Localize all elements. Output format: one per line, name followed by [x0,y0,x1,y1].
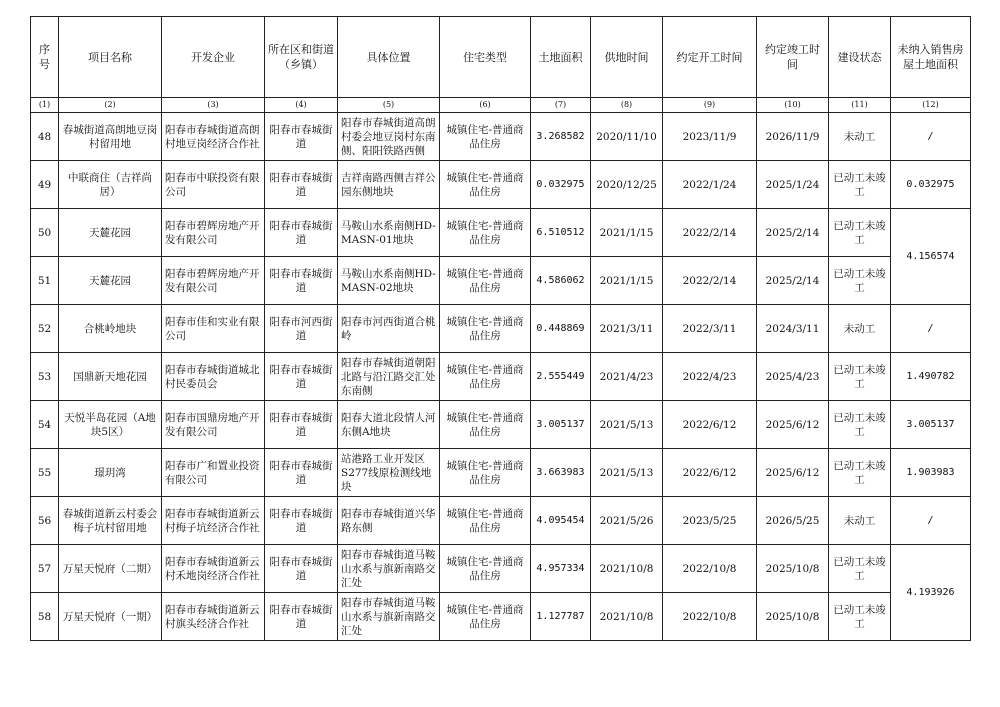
cell-supply: 2021/1/15 [591,257,663,305]
cell-name: 万星天悦府（二期） [59,545,162,593]
cell-district: 阳春市春城街道 [265,401,338,449]
cell-dev: 阳春市广和置业投资有限公司 [162,449,265,497]
cell-loc: 阳春市春城街道兴华路东侧 [338,497,440,545]
cell-dev: 阳春市碧辉房地产开发有限公司 [162,209,265,257]
cell-district: 阳春市春城街道 [265,497,338,545]
cell-type: 城镇住宅-普通商品住房 [440,353,531,401]
cell-finish: 2025/2/14 [757,209,829,257]
cell-unsold: 4.193926 [891,545,971,641]
cell-no: 51 [31,257,59,305]
column-header: 住宅类型 [440,17,531,98]
cell-status: 未动工 [829,497,891,545]
cell-district: 阳春市春城街道 [265,209,338,257]
cell-area: 4.586062 [531,257,591,305]
cell-supply: 2021/4/23 [591,353,663,401]
column-index: (9) [663,98,757,113]
cell-status: 已动工未竣工 [829,593,891,641]
cell-district: 阳春市春城街道 [265,593,338,641]
cell-district: 阳春市春城街道 [265,257,338,305]
cell-name: 春城街道新云村委会梅子坑村留用地 [59,497,162,545]
cell-finish: 2025/6/12 [757,449,829,497]
table-row [31,353,971,401]
cell-area: 4.095454 [531,497,591,545]
table-row [31,545,971,593]
column-header: 未纳入销售房屋土地面积 [891,17,971,98]
cell-district: 阳春市春城街道 [265,113,338,161]
cell-type: 城镇住宅-普通商品住房 [440,401,531,449]
cell-area: 3.268582 [531,113,591,161]
cell-status: 已动工未竣工 [829,353,891,401]
cell-type: 城镇住宅-普通商品住房 [440,161,531,209]
cell-supply: 2021/5/13 [591,449,663,497]
cell-loc: 阳春市春城街道马鞍山水系与旗新南路交汇处 [338,593,440,641]
cell-district: 阳春市春城街道 [265,161,338,209]
cell-unsold: / [891,305,971,353]
column-index: (4) [265,98,338,113]
cell-area: 0.032975 [531,161,591,209]
cell-status: 未动工 [829,305,891,353]
cell-district: 阳春市河西街道 [265,305,338,353]
cell-dev: 阳春市碧辉房地产开发有限公司 [162,257,265,305]
cell-supply: 2021/5/26 [591,497,663,545]
cell-supply: 2021/3/11 [591,305,663,353]
table-row [31,449,971,497]
cell-dev: 阳春市春城街道城北村民委员会 [162,353,265,401]
cell-dev: 阳春市春城街道新云村旗头经济合作社 [162,593,265,641]
cell-loc: 阳春市春城街道马鞍山水系与旗新南路交汇处 [338,545,440,593]
cell-area: 3.663983 [531,449,591,497]
cell-name: 天麓花园 [59,257,162,305]
column-header: 约定竣工时间 [757,17,829,98]
cell-name: 春城街道高朗地豆岗村留用地 [59,113,162,161]
cell-finish: 2025/6/12 [757,401,829,449]
table-row [31,161,971,209]
cell-name: 天麓花园 [59,209,162,257]
cell-status: 已动工未竣工 [829,449,891,497]
column-index: (11) [829,98,891,113]
cell-loc: 阳春市河西街道合桃岭 [338,305,440,353]
cell-name: 天悦半岛花园（A地块5区） [59,401,162,449]
cell-start: 2023/11/9 [663,113,757,161]
column-header: 具体位置 [338,17,440,98]
cell-type: 城镇住宅-普通商品住房 [440,305,531,353]
cell-dev: 阳春市春城街道新云村禾地岗经济合作社 [162,545,265,593]
cell-status: 未动工 [829,113,891,161]
cell-start: 2022/2/14 [663,257,757,305]
cell-start: 2022/1/24 [663,161,757,209]
column-index: (1) [31,98,59,113]
cell-district: 阳春市春城街道 [265,545,338,593]
column-index: (2) [59,98,162,113]
cell-no: 57 [31,545,59,593]
cell-loc: 吉祥南路西侧吉祥公园东侧地块 [338,161,440,209]
cell-supply: 2021/5/13 [591,401,663,449]
cell-status: 已动工未竣工 [829,209,891,257]
cell-area: 2.555449 [531,353,591,401]
cell-no: 49 [31,161,59,209]
cell-status: 已动工未竣工 [829,545,891,593]
cell-district: 阳春市春城街道 [265,449,338,497]
cell-unsold: / [891,497,971,545]
cell-loc: 阳春大道北段情人河东侧A地块 [338,401,440,449]
table-row [31,305,971,353]
table-row [31,401,971,449]
cell-finish: 2026/5/25 [757,497,829,545]
column-header: 序号 [31,17,59,98]
cell-finish: 2025/2/14 [757,257,829,305]
cell-no: 53 [31,353,59,401]
cell-finish: 2024/3/11 [757,305,829,353]
cell-start: 2022/6/12 [663,449,757,497]
cell-name: 中联商住（吉祥尚居） [59,161,162,209]
cell-area: 4.957334 [531,545,591,593]
cell-name: 璟玥湾 [59,449,162,497]
table-row [31,209,971,257]
cell-type: 城镇住宅-普通商品住房 [440,545,531,593]
cell-loc: 阳春市春城街道高朗村委会地豆岗村东南侧、阳阳铁路西侧 [338,113,440,161]
cell-name: 合桃岭地块 [59,305,162,353]
column-header: 所在区和街道（乡镇） [265,17,338,98]
cell-status: 已动工未竣工 [829,161,891,209]
cell-no: 48 [31,113,59,161]
column-header: 土地面积 [531,17,591,98]
cell-supply: 2021/1/15 [591,209,663,257]
cell-name: 国鼎新天地花园 [59,353,162,401]
table-row [31,497,971,545]
column-index: (8) [591,98,663,113]
land-supply-table [30,16,971,641]
cell-finish: 2025/10/8 [757,545,829,593]
cell-loc: 站港路工业开发区S277线原检测线地块 [338,449,440,497]
cell-district: 阳春市春城街道 [265,353,338,401]
column-header: 开发企业 [162,17,265,98]
column-header: 供地时间 [591,17,663,98]
table-row [31,257,971,305]
cell-no: 55 [31,449,59,497]
cell-finish: 2026/11/9 [757,113,829,161]
cell-start: 2022/2/14 [663,209,757,257]
cell-supply: 2020/12/25 [591,161,663,209]
column-header: 项目名称 [59,17,162,98]
cell-type: 城镇住宅-普通商品住房 [440,497,531,545]
cell-start: 2022/10/8 [663,593,757,641]
cell-unsold: 4.156574 [891,209,971,305]
cell-start: 2022/6/12 [663,401,757,449]
index-row [31,98,971,113]
cell-supply: 2021/10/8 [591,593,663,641]
cell-dev: 阳春市佳和实业有限公司 [162,305,265,353]
cell-unsold: 0.032975 [891,161,971,209]
cell-unsold: / [891,113,971,161]
cell-name: 万星天悦府（一期） [59,593,162,641]
cell-area: 3.005137 [531,401,591,449]
cell-unsold: 1.903983 [891,449,971,497]
cell-area: 6.510512 [531,209,591,257]
cell-start: 2022/10/8 [663,545,757,593]
cell-no: 56 [31,497,59,545]
cell-start: 2022/3/11 [663,305,757,353]
cell-no: 52 [31,305,59,353]
column-index: (5) [338,98,440,113]
cell-status: 已动工未竣工 [829,401,891,449]
header-row [31,17,971,98]
cell-type: 城镇住宅-普通商品住房 [440,449,531,497]
cell-unsold: 3.005137 [891,401,971,449]
column-index: (6) [440,98,531,113]
cell-loc: 阳春市春城街道朝阳北路与沿江路交汇处东南侧 [338,353,440,401]
cell-unsold: 1.490782 [891,353,971,401]
cell-loc: 马鞍山水系南侧HD-MASN-01地块 [338,209,440,257]
cell-type: 城镇住宅-普通商品住房 [440,257,531,305]
cell-area: 1.127787 [531,593,591,641]
column-index: (12) [891,98,971,113]
table-row [31,593,971,641]
cell-area: 0.448869 [531,305,591,353]
column-index: (7) [531,98,591,113]
cell-no: 58 [31,593,59,641]
column-header: 约定开工时间 [663,17,757,98]
cell-start: 2022/4/23 [663,353,757,401]
cell-supply: 2020/11/10 [591,113,663,161]
column-index: (10) [757,98,829,113]
cell-dev: 阳春市中联投资有限公司 [162,161,265,209]
cell-loc: 马鞍山水系南侧HD-MASN-02地块 [338,257,440,305]
cell-type: 城镇住宅-普通商品住房 [440,593,531,641]
cell-no: 50 [31,209,59,257]
cell-finish: 2025/4/23 [757,353,829,401]
column-header: 建设状态 [829,17,891,98]
cell-dev: 阳春市国鼎房地产开发有限公司 [162,401,265,449]
cell-supply: 2021/10/8 [591,545,663,593]
column-index: (3) [162,98,265,113]
cell-status: 已动工未竣工 [829,257,891,305]
cell-start: 2023/5/25 [663,497,757,545]
table-row [31,113,971,161]
cell-dev: 阳春市春城街道新云村梅子坑经济合作社 [162,497,265,545]
cell-no: 54 [31,401,59,449]
cell-type: 城镇住宅-普通商品住房 [440,209,531,257]
cell-finish: 2025/1/24 [757,161,829,209]
cell-finish: 2025/10/8 [757,593,829,641]
cell-dev: 阳春市春城街道高朗村地豆岗经济合作社 [162,113,265,161]
cell-type: 城镇住宅-普通商品住房 [440,113,531,161]
